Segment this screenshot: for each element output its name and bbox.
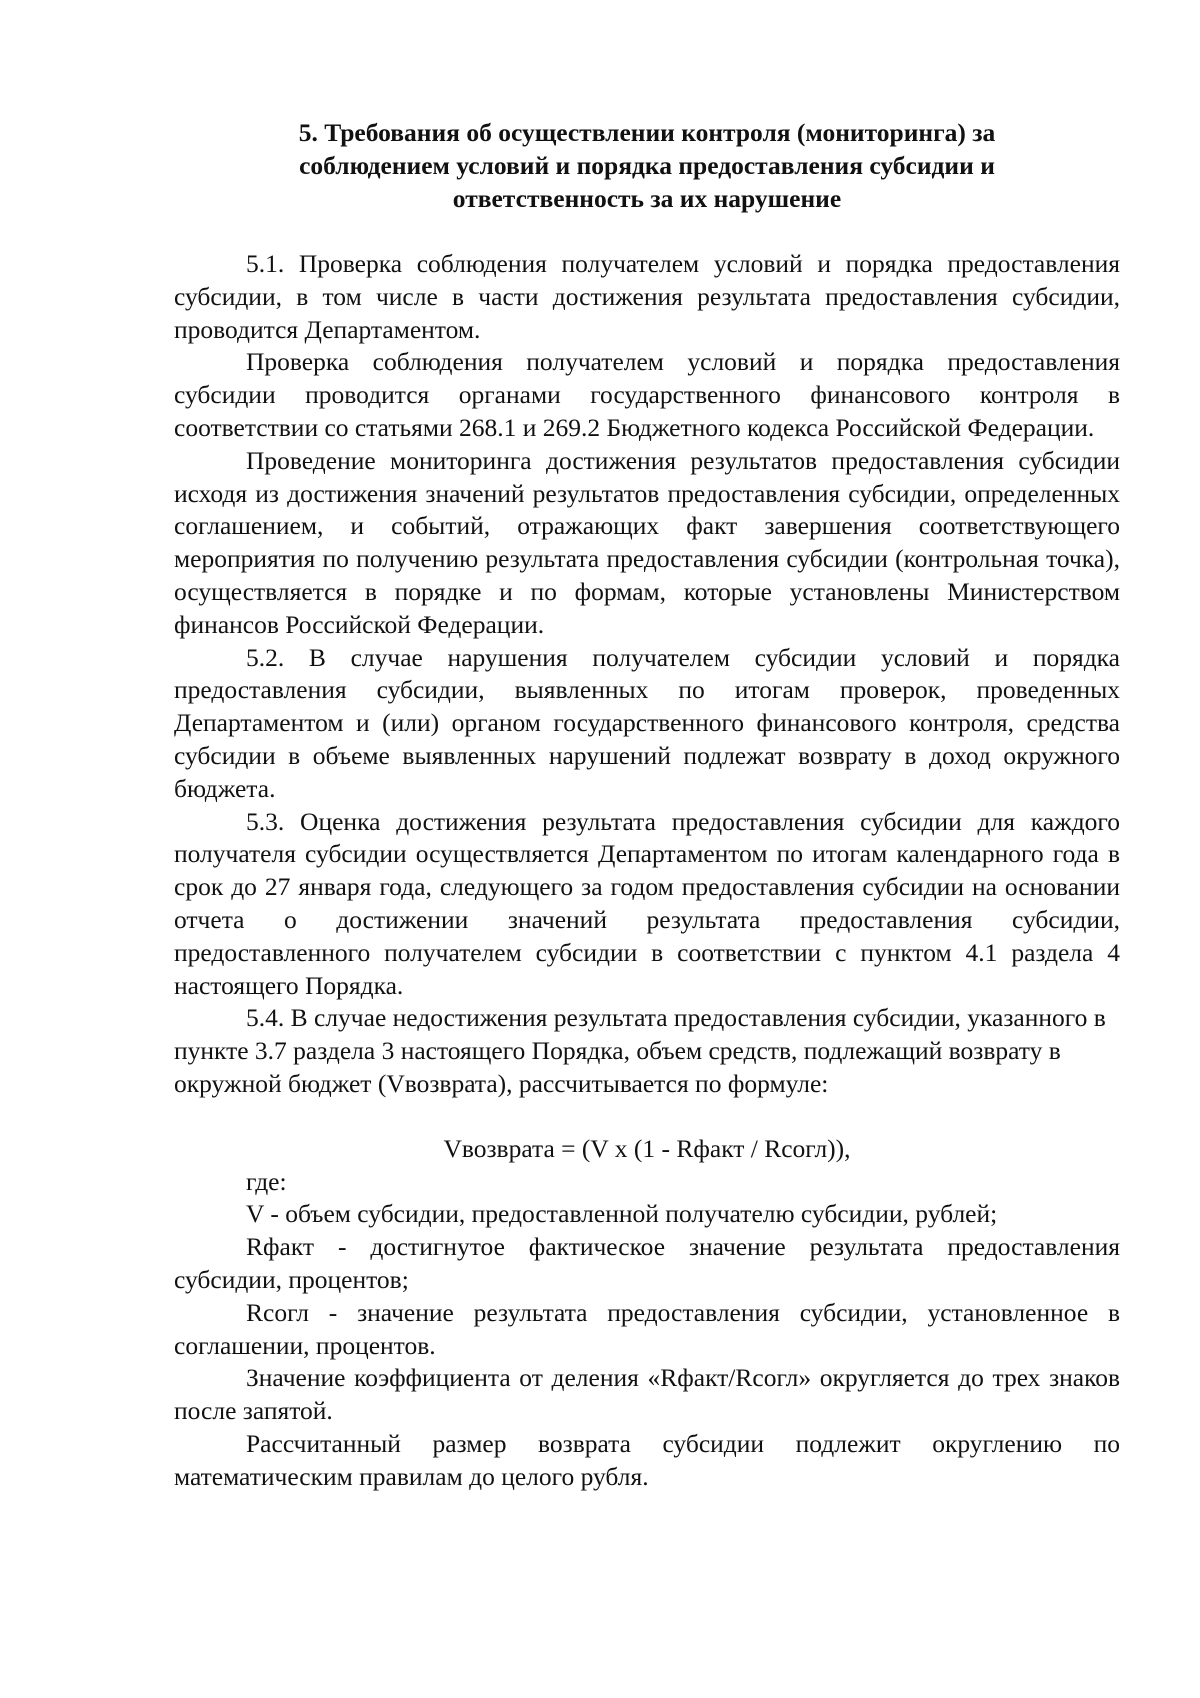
paragraph-5-1: 5.1. Проверка соблюдения получателем условий и порядка предоставления субсидии, в том числе в части достижения результата предоставления субсидии, проводится Департаментом.	[174, 249, 1120, 344]
definition-v: V - объем субсидии, предоставленной получателю субсидии, рублей;	[246, 1199, 998, 1229]
heading-line-1: 5. Требования об осуществлении контроля (мониторинга) за	[298, 118, 996, 147]
paragraph-5-1-control: Проверка соблюдения получателем условий и порядка предоставления субсидии проводится органами государственного финансового контроля в соответствии со статьями 268.1 и 269.2 Бюджетного кодекса Российской Федерации.	[174, 347, 1120, 442]
heading-line-2: соблюдением условий и порядка предоставления субсидии и	[299, 151, 995, 180]
formula-where: где:	[246, 1166, 287, 1196]
definition-r-fact: Rфакт - достигнутое фактическое значение результата предоставления субсидии, процентов;	[174, 1232, 1120, 1294]
paragraph-5-1-monitoring: Проведение мониторинга достижения результатов предоставления субсидии исходя из достижения значений результатов предоставления субсидии, определенных соглашением, и событий, отражающих факт завершения соответствующего мероприятия по получению результата предоставления субсидии (контрольная точка), осуществляется в порядке и по формам, которые установлены Министерством финансов Российской Федерации.	[174, 445, 1120, 639]
refund-formula: Vвозврата = (V x (1 - Rфакт / Rсогл)),	[443, 1133, 851, 1163]
page-content	[174, 116, 1120, 1493]
section-body	[174, 248, 1120, 1493]
paragraph-coefficient-rounding: Значение коэффициента от деления «Rфакт/Rсогл» округляется до трех знаков после запятой.	[174, 1363, 1120, 1426]
section-heading	[174, 116, 1120, 215]
paragraph-5-3: 5.3. Оценка достижения результата предоставления субсидии для каждого получателя субсидии осуществляется Департаментом по итогам календарного года в срок до 27 января года, следующего за годом предоставления субсидии на основании отчета о достижении значений результата предоставления субсидии, предоставленного получателем субсидии в соответствии с пунктом 4.1 раздела 4 настоящего Порядка.	[174, 806, 1120, 1000]
paragraph-amount-rounding: Рассчитанный размер возврата субсидии подлежит округлению по математическим правилам до целого рубля.	[174, 1428, 1120, 1491]
paragraph-5-2: 5.2. В случае нарушения получателем субсидии условий и порядка предоставления субсидии, выявленных по итогам проверок, проведенных Департаментом и (или) органом государственного финансового контроля, средства субсидии в объеме выявленных нарушений подлежат возврату в доход окружного бюджета.	[174, 642, 1120, 803]
paragraph-5-4: 5.4. В случае недостижения результата предоставления субсидии, указанного в пункте 3.7 раздела 3 настоящего Порядка, объем средств, подлежащий возврату в окружной бюджет (Vвозврата), рассчитывается по формуле:	[174, 1003, 1106, 1098]
heading-line-3: ответственность за их нарушение	[452, 184, 842, 213]
definition-r-sogl: Rсогл - значение результата предоставления субсидии, установленное в соглашении, процентов.	[174, 1297, 1120, 1360]
